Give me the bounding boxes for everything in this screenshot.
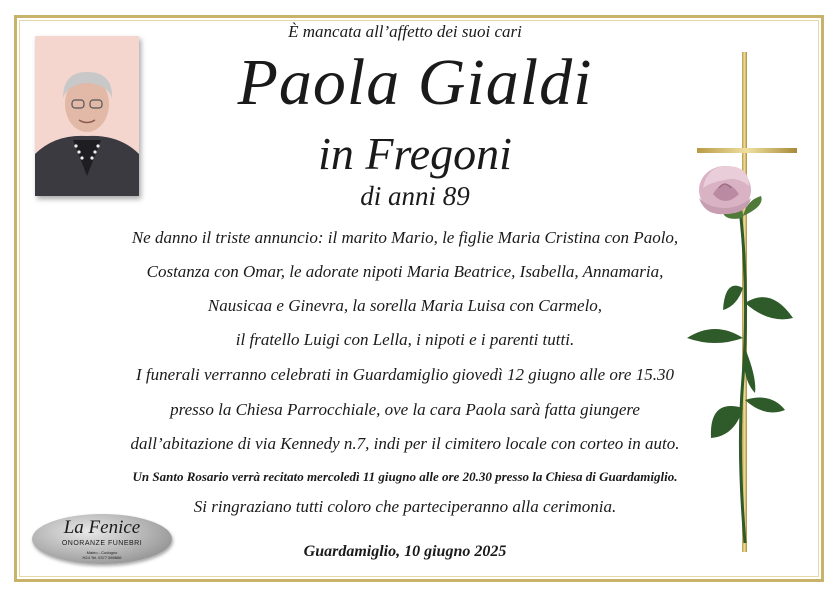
announcement-line: Nausicaa e Ginevra, la sorella Maria Luisa con Carmelo,: [207, 296, 603, 315]
married-name: in Fregoni: [318, 128, 512, 179]
announcement-line: Ne danno il triste annuncio: il marito Mario, le figlie Maria Cristina con Paolo,: [131, 228, 679, 247]
place-date: Guardamiglio, 10 giugno 2025: [303, 543, 507, 560]
rose-icon: [687, 166, 793, 543]
logo-locations: Maleo - Codogno: [86, 550, 118, 555]
announcement-line: il fratello Luigi con Lella, i nipoti e i parenti tutti.: [235, 330, 575, 349]
announcement-line: Costanza con Omar, le adorate nipoti Maria Beatrice, Isabella, Annamaria,: [146, 262, 664, 281]
deceased-portrait: [35, 36, 139, 196]
funeral-line: I funerali verranno celebrati in Guardamiglio giovedì 12 giugno alle ore 15.30: [136, 365, 674, 384]
age-text: di anni 89: [360, 181, 470, 211]
gold-cross-icon: [685, 48, 815, 558]
thanks-line: Si ringraziano tutti coloro che parteciperanno alla cerimonia.: [193, 497, 617, 516]
logo-phone: H24 Tel. 0377 589666: [82, 555, 122, 560]
funeral-home-logo: [32, 514, 172, 564]
logo-name: La Fenice: [63, 517, 141, 538]
logo-subtitle: ONORANZE FUNEBRI: [61, 540, 143, 547]
funeral-line: presso la Chiesa Parrocchiale, ove la cara Paola sarà fatta giungere: [170, 400, 640, 419]
funeral-line: dall’abitazione di via Kennedy n.7, indi per il cimitero locale con corteo in auto.: [130, 434, 680, 453]
rosary-line: Un Santo Rosario verrà recitato mercoledì 11 giugno alle ore 20.30 presso la Chiesa di Guardamiglio.: [132, 469, 678, 484]
intro-text: È mancata all’affetto dei suoi cari: [288, 22, 522, 41]
deceased-name: Paola Gialdi: [237, 46, 593, 119]
